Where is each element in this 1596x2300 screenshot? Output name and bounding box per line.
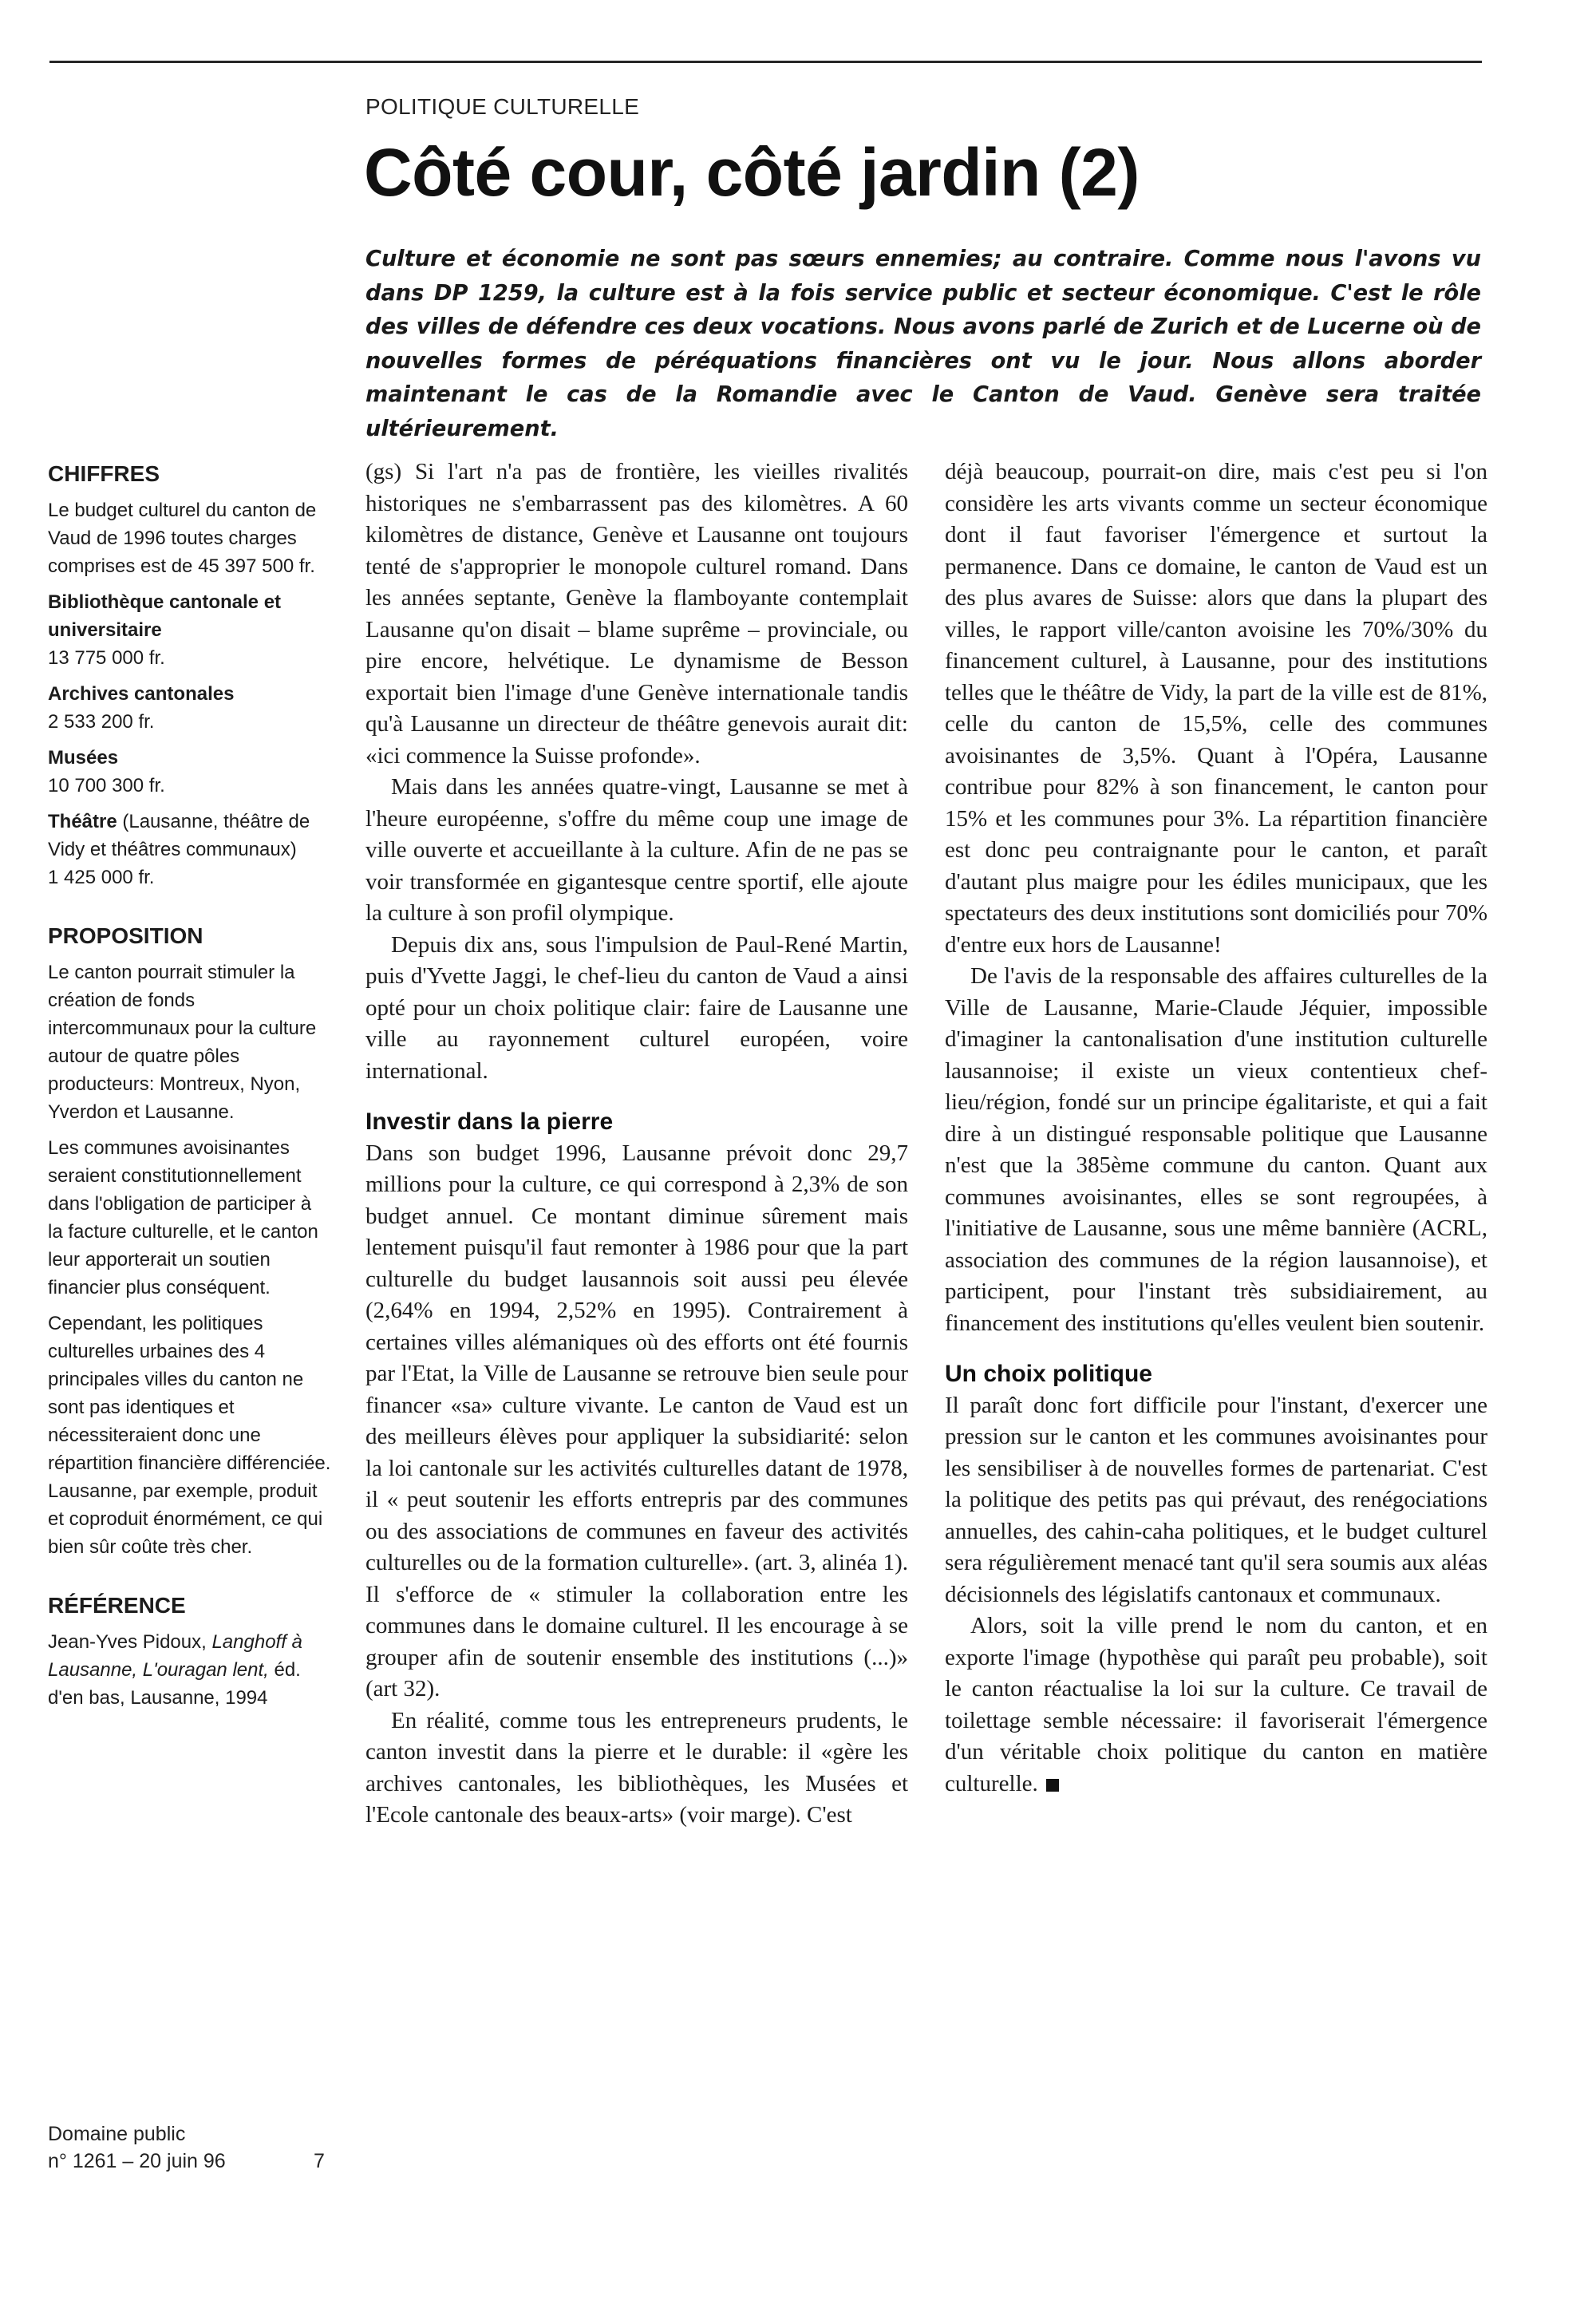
reference-author: Jean-Yves Pidoux, — [48, 1631, 212, 1653]
body-paragraph: De l'avis de la responsable des affaires culturelles de la Ville de Lausanne, Marie-Claude Jéquier, impossible d'imaginer la cantonalisation d'une institution culturelle lausannoise; il existe un vieux contentieux chef-lieu/région, fondé sur un principe égalitariste, et qui a fait dire à un distingué responsable politique que Lausanne n'est que la 385ème commune du canton. Quant aux communes avoisinantes, elles se sont regroupées, à l'initiative de Lausanne, sous une même bannière (ACRL, association des communes de la région lausannoise), et participent, pour l'instant très subsidiairement, au financement des institutions qu'elles veulent bien soutenir. — [945, 963, 1487, 1336]
section-kicker: POLITIQUE CULTURELLE — [365, 94, 640, 119]
chiffres-item-value: 13 775 000 fr. — [48, 647, 165, 669]
body-column-1 — [365, 456, 908, 1832]
chiffres-box — [48, 461, 331, 891]
reference-box — [48, 1593, 331, 1712]
body-paragraph: (gs) Si l'art n'a pas de frontière, les vieilles rivalités historiques ne s'embarrassent pas des kilomètres. A 60 kilomètres de distance, Genève et Lausanne ont toujours tenté de s'approprier le monopole culturel romand. Dans les années septante, Genève la flamboyante contemplait Lausanne qu'on disait – blame suprême – provinciale, ou pire encore, helvétique. Le dynamisme de Besson exportait bien l'image d'une Genève internationale tandis qu'à Lausanne un directeur de théâtre genevois aurait dit: «ici commence la Suisse profonde». — [365, 459, 908, 769]
subheading: Investir dans la pierre — [365, 1109, 614, 1135]
body-paragraph: déjà beaucoup, pourrait-on dire, mais c'est peu si l'on considère les arts vivants comme un secteur économique dont il faut favoriser l'émergence et surtout la permanence. Dans ce domaine, le canton de Vaud est un des plus avares de Suisse: alors que dans la plupart des villes, le rapport ville/canton avoisine les 70%/30% du financement culturel, à Lausanne, pour des institutions telles que le théâtre de Vidy, la part de la ville est de 81%, celle du canton de 15,5%, celle des communes avoisinantes de 3,5%. Quant à l'Opéra, Lausanne contribue pour 82% à son financement, le canton pour 15% et les communes pour 3%. La répartition financière est donc peu contraignante pour le canton, et paraît d'autant plus maigre pour les édiles municipaux, que les spectateurs des deux institutions sont domiciliés pour 70% d'entre eux hors de Lausanne! — [945, 459, 1487, 958]
chiffres-item-label: Bibliothèque cantonale et universitaire — [48, 591, 282, 641]
end-of-article-mark — [1046, 1779, 1059, 1792]
issue-line: n° 1261 – 20 juin 96 — [48, 2150, 226, 2172]
proposition-paragraph: Cependant, les politiques culturelles urbaines des 4 principales villes du canton ne sont pas identiques et nécessiteraient donc une répartition financière différenciée. Lausanne, par exemple, produit et coproduit énormément, ce qui bien sûr coûte très cher. — [48, 1313, 331, 1558]
chiffres-intro: Le budget culturel du canton de Vaud de 1996 toutes charges comprises est de 45 397 500 fr. — [48, 500, 317, 577]
proposition-paragraph: Les communes avoisinantes seraient constitutionnellement dans l'obligation de participer à la facture culturelle, et le canton leur apporterait un soutien financier plus conséquent. — [48, 1137, 318, 1298]
proposition-heading: PROPOSITION — [48, 923, 203, 948]
chiffres-item-label: Archives cantonales — [48, 683, 235, 705]
body-paragraph: Dans son budget 1996, Lausanne prévoit donc 29,7 millions pour la culture, ce qui correspond à 2,3% de son budget annuel. Ce montant diminue sûrement mais lentement puisqu'il faut remonter à 1986 pour que la part culturelle du budget lausannois soit aussi peu élevée (2,64% en 1994, 2,52% en 1995). Contrairement à certaines villes alémaniques où des efforts ont été fournis par l'Etat, la Ville de Lausanne se retrouve bien seule pour financer «sa» culture vivante. Le canton de Vaud est un des meilleurs élèves pour appliquer la subsidiarité: selon la loi cantonale sur les activités culturelles datant de 1978, il « peut soutenir les efforts entrepris par des communes ou des associations de communes en faveur des activités culturelles ou de la formation culturelle». (art. 3, alinéa 1). Il s'efforce de « stimuler la collaboration entre les communes dans le domaine culturel. Il les encourage à se grouper afin de soutenir ensemble des institutions (...)» (art 32). — [365, 1140, 908, 1701]
body-paragraph: Mais dans les années quatre-vingt, Lausanne se met à l'heure européenne, s'offre du même coup une image de ville ouverte et accueillante à la culture. Afin de ne pas se voir transformée en gigantesque centre sportif, elle ajoute la culture à son profil olympique. — [365, 774, 908, 926]
publication-name: Domaine public — [48, 2123, 186, 2145]
body-paragraph: Depuis dix ans, sous l'impulsion de Paul-René Martin, puis d'Yvette Jaggi, le chef-lieu du canton de Vaud a ainsi opté pour un choix politique clair: faire de Lausanne une ville au rayonnement culturel européen, voire international. — [365, 931, 908, 1084]
subheading: Un choix politique — [945, 1361, 1152, 1387]
body-paragraph — [945, 1610, 1487, 1800]
chiffres-heading: CHIFFRES — [48, 461, 160, 486]
body-paragraph: En réalité, comme tous les entrepreneurs prudents, le canton investit dans la pierre et le durable: il «gère les archives cantonales, les bibliothèques, les Musées et l'Ecole cantonale des beaux-arts» (voir marge). C'est — [365, 1707, 908, 1828]
article-lead: Culture et économie ne sont pas sœurs ennemies; au contraire. Comme nous l'avons vu dans DP 1259, la culture est à la fois service public et secteur économique. C'est le rôle des villes de défendre ces deux vocations. Nous avons parlé de Zurich et de Lucerne où de nouvelles formes de péréquations financières ont vu le jour. Nous allons aborder maintenant le cas de la Romandie avec le Canton de Vaud. Genève sera traitée ultérieurement. — [365, 247, 1481, 441]
final-paragraph-text: Alors, soit la ville prend le nom du canton, et en exporte l'image (hypothèse qui paraît peu probable), soit le canton réactualise la loi sur la culture. Ce travail de toilettage semble nécessaire: il favoriserait l'émergence d'un véritable choix politique du canton en matière culturelle. — [945, 1613, 1487, 1796]
reference-publisher: éd. d'en bas, Lausanne, 1994 — [48, 1659, 301, 1709]
article-title: Côté cour, côté jardin (2) — [364, 135, 1140, 210]
page-footer — [48, 2120, 335, 2175]
chiffres-item-label: Musées — [48, 747, 119, 769]
chiffres-item-value: 2 533 200 fr. — [48, 711, 155, 733]
body-paragraph: Il paraît donc fort difficile pour l'instant, d'exercer une pression sur le canton et les communes avoisinantes pour les sensibiliser à de nouvelles formes de partenariat. C'est la politique des petits pas qui prévaut, des renégociations annuelles, des cahin-caha politiques, et le budget culturel sera régulièrement menacé tant qu'il sera soumis aux aléas décisionnels des législatifs cantonaux et communaux. — [945, 1392, 1487, 1607]
chiffres-item-value: 10 700 300 fr. — [48, 775, 165, 796]
body-column-2 — [945, 456, 1487, 1800]
header-rule — [49, 61, 1482, 63]
proposition-paragraph: Le canton pourrait stimuler la création de fonds intercommunaux pour la culture autour de quatre pôles producteurs: Montreux, Nyon, Yverdon et Lausanne. — [48, 962, 317, 1123]
reference-work: Langhoff à Lausanne, L'ouragan lent, — [48, 1631, 302, 1681]
margin-sidebar — [48, 461, 331, 1712]
chiffres-item-sub: (Lausanne, théâtre de Vidy et théâtres communaux) — [48, 811, 310, 860]
page-number: 7 — [314, 2150, 325, 2172]
chiffres-item-value: 1 425 000 fr. — [48, 867, 155, 888]
chiffres-item-label: Théâtre (Lausanne, théâtre de Vidy et théâtres communaux) — [48, 811, 310, 860]
reference-heading: RÉFÉRENCE — [48, 1593, 186, 1618]
proposition-box — [48, 923, 331, 1561]
reference-citation — [48, 1628, 331, 1712]
